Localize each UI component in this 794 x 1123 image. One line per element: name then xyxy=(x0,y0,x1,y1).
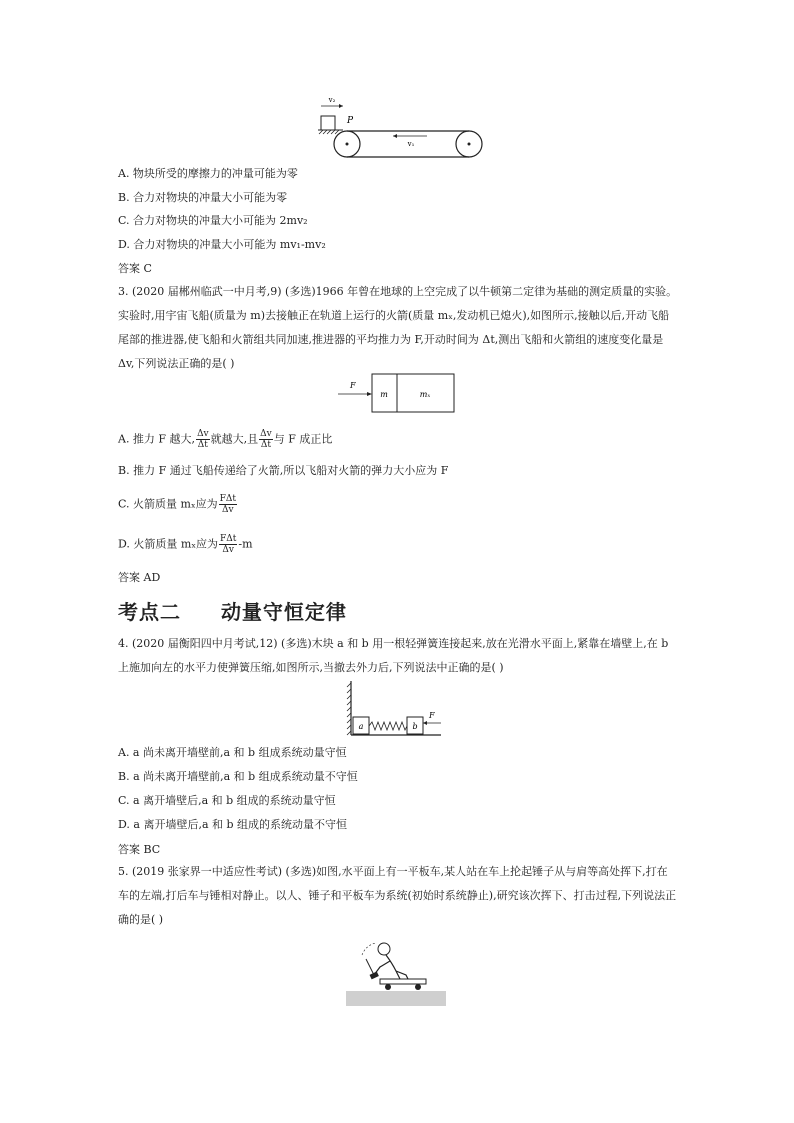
q4-answer: 答案 BC xyxy=(118,843,161,856)
spring xyxy=(369,722,407,730)
q4-option-d: D. a 离开墙壁后,a 和 b 组成的系统动量不守恒 xyxy=(118,818,348,831)
person-body xyxy=(374,955,408,979)
fraction: $\frac{\Delta v}{\Delta t}$ xyxy=(197,429,209,450)
wall-hatch xyxy=(347,683,351,735)
fraction: $\frac{\Delta v}{\Delta t}$ xyxy=(260,429,272,450)
v1-arrowhead xyxy=(393,134,397,138)
ground-hatch xyxy=(319,130,339,134)
rocket-mass-label: mₓ xyxy=(419,390,431,399)
q3-option-b: B. 推力 F 通过飞船传递给了火箭,所以飞船对火箭的弹力大小应为 F xyxy=(118,464,449,477)
section-number: 考点二 xyxy=(118,600,181,624)
force-label: F xyxy=(429,711,435,720)
person-head xyxy=(378,943,390,955)
swing-arc xyxy=(362,943,376,955)
block-a-label: a xyxy=(358,722,364,731)
q2-answer: 答案 C xyxy=(118,262,152,275)
q4-option-c: C. a 离开墙壁后,a 和 b 组成的系统动量守恒 xyxy=(118,794,336,807)
q4-stem: 4. (2020 届衡阳四中月考试,12) (多选)木块 a 和 b 用一根轻弹簧连接起来,放在光滑水平面上,紧靠在墙壁上,在 b 上施加向左的水平力使弹簧压缩,如图所示,当撤去外力后,下列说法中正确的是( ) xyxy=(118,637,669,674)
q2-option-a: A. 物块所受的摩擦力的冲量可能为零 xyxy=(118,167,298,180)
block xyxy=(321,116,335,130)
q5-stem: 5. (2019 张家界一中适应性考试) (多选)如图,水平面上有一平板车,某人站在车上抡起锤子从与肩等高处挥下,打在车的左端,打后车与锤相对静止。以人、锤子和平板车为系统(初始时系统静止),研究该次挥下、打击过程,下列说法正确的是( ) xyxy=(118,865,677,926)
cart-wheel-right xyxy=(415,984,421,990)
fraction: $\frac{\text{FΔt}}{\Delta v}$ xyxy=(220,534,237,555)
q4-option-b: B. a 尚未离开墙壁前,a 和 b 组成系统动量不守恒 xyxy=(118,770,358,783)
ground xyxy=(346,991,446,1006)
left-roller-axle xyxy=(346,143,349,146)
v2-label: v₂ xyxy=(328,96,336,104)
conveyor-belt-figure xyxy=(305,92,490,162)
ship-mass-label: m xyxy=(380,390,388,399)
q4-option-a: A. a 尚未离开墙壁前,a 和 b 组成系统动量守恒 xyxy=(118,746,347,759)
q3-answer: 答案 AD xyxy=(118,571,161,584)
force-label: F xyxy=(350,381,356,390)
cart-wheel-left xyxy=(385,984,391,990)
spaceship-rocket-figure xyxy=(334,372,458,416)
q2-option-c: C. 合力对物块的冲量大小可能为 2mv₂ xyxy=(118,214,308,227)
v2-arrowhead xyxy=(339,104,343,108)
q2-option-b: B. 合力对物块的冲量大小可能为零 xyxy=(118,191,288,204)
q2-option-d: D. 合力对物块的冲量大小可能为 mv₁-mv₂ xyxy=(118,238,326,251)
section-heading xyxy=(118,596,347,625)
v1-label: v₁ xyxy=(407,140,415,148)
force-arrowhead xyxy=(423,721,427,725)
right-roller-axle xyxy=(468,143,471,146)
hammer-head xyxy=(370,971,379,979)
cart-board xyxy=(380,979,426,984)
q3-option-c: C. 火箭质量 mₓ应为 $\frac{\text{FΔt}}{\Delta v}$ xyxy=(118,494,236,515)
section-title: 动量守恒定律 xyxy=(220,600,347,624)
block-b-label: b xyxy=(412,722,418,731)
spring-blocks-figure xyxy=(343,679,443,739)
hammer-cart-figure xyxy=(346,935,446,1007)
q3-stem: 3. (2020 届郴州临武一中月考,9) (多选)1966 年曾在地球的上空完成了以牛顿第二定律为基础的测定质量的实验。实验时,用宇宙飞船(质量为 m)去接触正在轨道上运行的火箭(质量 mₓ,发动机已熄火),如图所示,接触以后,开动飞船尾部的推进器,使飞船和火箭组共同加速,推进器的平均推力为 F,开动时间为 Δt,测出飞船和火箭组的速度变化量是 Δv,下列说法正确的是( ) xyxy=(118,285,678,370)
fraction: $\frac{\text{FΔt}}{\Delta v}$ xyxy=(219,494,236,515)
q3-option-d: D. 火箭质量 mₓ应为 $\frac{\text{FΔt}}{\Delta v}$ -m xyxy=(118,534,253,555)
force-arrowhead xyxy=(367,392,372,396)
q3-option-a: A. 推力 F 越大, $\frac{\Delta v}{\Delta t}$ 就越大,且 $\frac{\Delta v}{\Delta t}$ 与 F 成正比 xyxy=(118,429,333,450)
point-p-label: P xyxy=(347,116,354,126)
hammer-handle xyxy=(366,959,374,975)
